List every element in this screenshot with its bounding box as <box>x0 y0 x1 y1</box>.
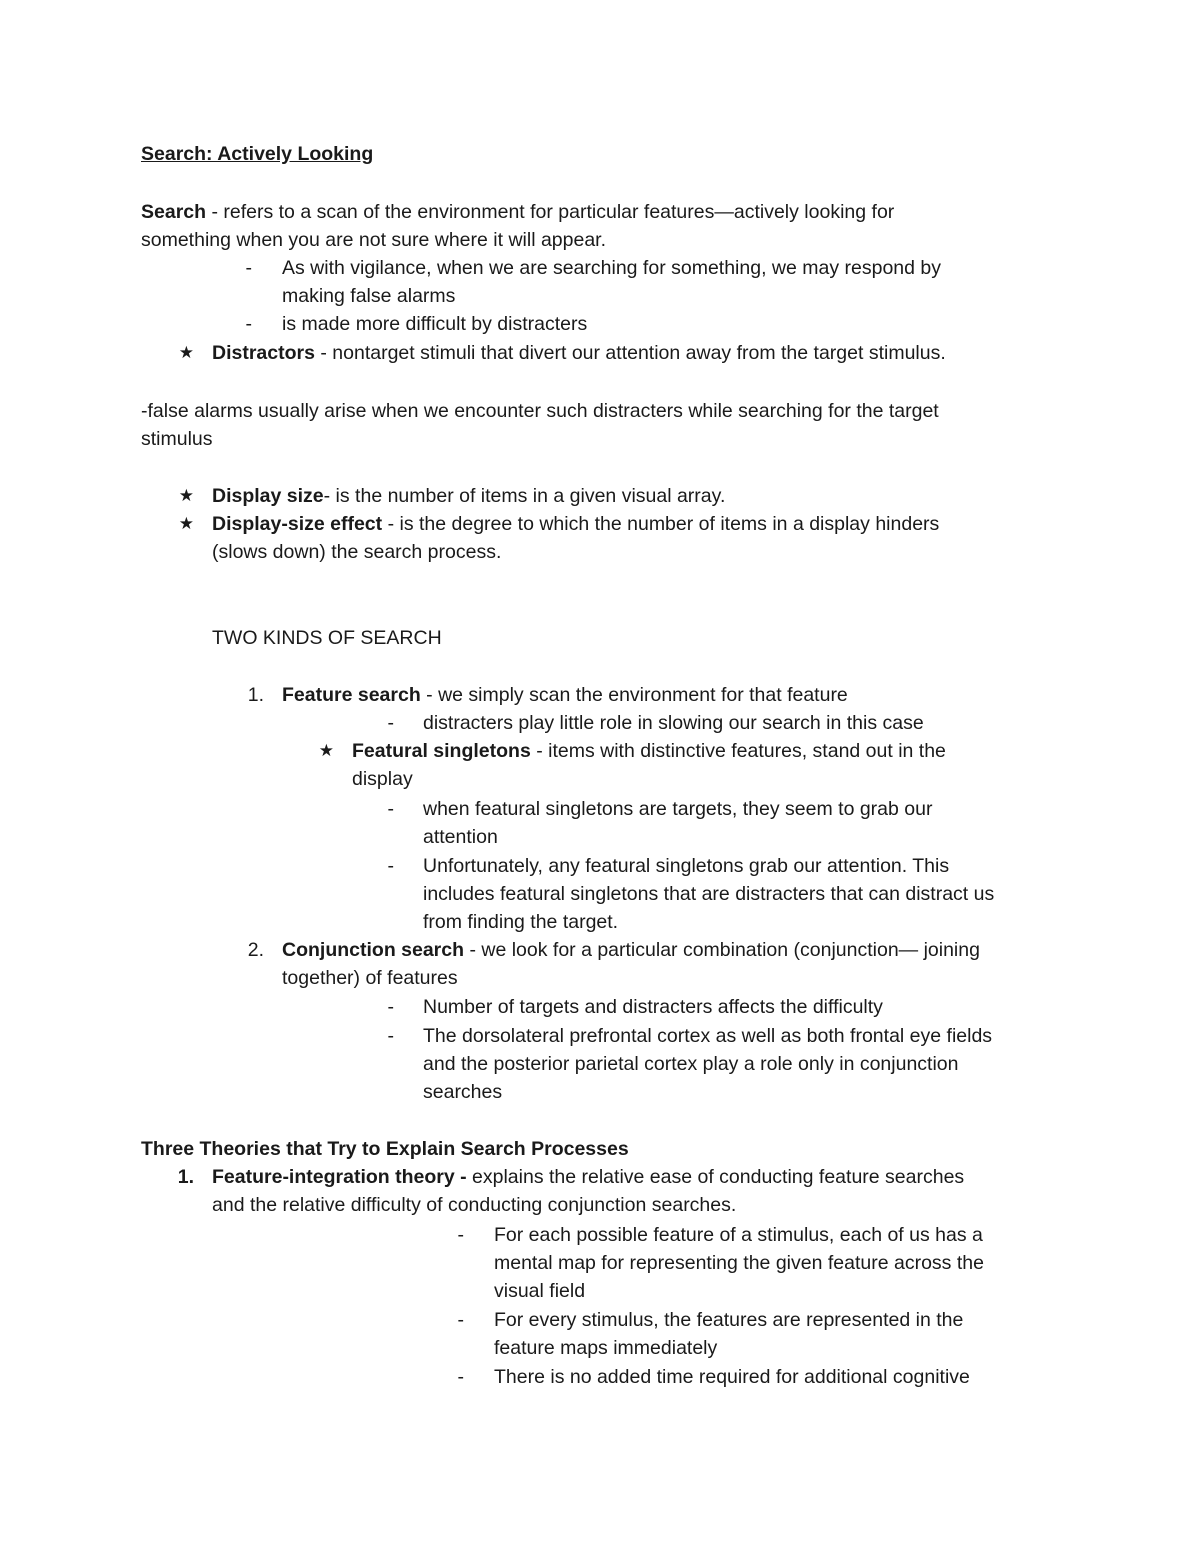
display-size-definition: Display size- is the number of items in a given visual array. <box>212 485 726 507</box>
featural-singletons-line-1: Featural singletons - items with distinctive features, stand out in the <box>352 740 946 762</box>
dash-bullet: - <box>457 1224 464 1246</box>
display-size-effect-line-2: (slows down) the search process. <box>212 541 502 563</box>
fit-bullet-1-line-1: For each possible feature of a stimulus, each of us has a <box>494 1224 983 1246</box>
list-number: 1. <box>177 1166 194 1188</box>
fit-bullet-2-line-2: feature maps immediately <box>494 1337 718 1359</box>
singleton-bullet-1-line-2: attention <box>423 826 498 848</box>
dash-bullet: - <box>457 1309 464 1331</box>
fit-bullet-3-line-1: There is no added time required for additional cognitive <box>494 1366 970 1388</box>
star-bullet-icon: ★ <box>318 741 334 760</box>
featural-singletons-line-2: display <box>352 768 413 790</box>
false-alarms-line-2: stimulus <box>141 428 213 450</box>
fit-bullet-1-line-3: visual field <box>494 1280 586 1302</box>
fit-bullet-2-line-1: For every stimulus, the features are represented in the <box>494 1309 964 1331</box>
feature-search-definition: Feature search - we simply scan the environment for that feature <box>282 684 848 706</box>
feature-bullet-distracters: distracters play little role in slowing our search in this case <box>423 712 924 734</box>
conjunction-bullet-2-line-2: and the posterior parietal cortex play a role only in conjunction <box>423 1053 959 1075</box>
dash-bullet: - <box>387 855 394 877</box>
bullet-vigilance-line-2: making false alarms <box>282 285 456 307</box>
page-title: Search: Actively Looking <box>141 143 374 165</box>
search-definition-line-1: Search - refers to a scan of the environment for particular features—actively looking for <box>141 201 895 223</box>
search-definition-line-2: something when you are not sure where it will appear. <box>141 229 607 251</box>
conjunction-search-line-1: Conjunction search - we look for a particular combination (conjunction— joining <box>282 939 980 961</box>
conjunction-search-line-2: together) of features <box>282 967 458 989</box>
dash-bullet: - <box>387 996 394 1018</box>
feature-integration-line-1: Feature-integration theory - explains the relative ease of conducting feature searches <box>212 1166 965 1188</box>
fit-bullet-1-line-2: mental map for representing the given feature across the <box>494 1252 984 1274</box>
bullet-distracters: is made more difficult by distracters <box>282 313 588 335</box>
display-size-effect-line-1: Display-size effect - is the degree to which the number of items in a display hinders <box>212 513 940 535</box>
dash-bullet: - <box>387 1025 394 1047</box>
star-bullet-icon: ★ <box>178 343 194 362</box>
singleton-bullet-2-line-1: Unfortunately, any featural singletons grab our attention. This <box>423 855 950 877</box>
list-number: 2. <box>247 939 264 961</box>
feature-integration-line-2: and the relative difficulty of conducting conjunction searches. <box>212 1194 737 1216</box>
dash-bullet: - <box>245 313 252 335</box>
theories-heading: Three Theories that Try to Explain Search Processes <box>141 1138 629 1160</box>
dash-bullet: - <box>387 798 394 820</box>
search-term: Search <box>141 201 207 223</box>
distractors-definition: Distractors - nontarget stimuli that divert our attention away from the target stimulus. <box>212 342 946 364</box>
star-bullet-icon: ★ <box>178 486 194 505</box>
singleton-bullet-2-line-3: from finding the target. <box>423 911 619 933</box>
singleton-bullet-1-line-1: when featural singletons are targets, they seem to grab our <box>423 798 933 820</box>
dash-bullet: - <box>245 257 252 279</box>
false-alarms-line-1: -false alarms usually arise when we encounter such distracters while searching for the target <box>141 400 939 422</box>
conjunction-bullet-2-line-1: The dorsolateral prefrontal cortex as well as both frontal eye fields <box>423 1025 993 1047</box>
two-kinds-heading: TWO KINDS OF SEARCH <box>212 627 442 649</box>
list-number: 1. <box>247 684 264 706</box>
bullet-vigilance-line-1: As with vigilance, when we are searching for something, we may respond by <box>282 257 941 279</box>
star-bullet-icon: ★ <box>178 514 194 533</box>
dash-bullet: - <box>387 712 394 734</box>
singleton-bullet-2-line-2: includes featural singletons that are distracters that can distract us <box>423 883 995 905</box>
dash-bullet: - <box>457 1366 464 1388</box>
conjunction-bullet-1: Number of targets and distracters affects the difficulty <box>423 996 883 1018</box>
conjunction-bullet-2-line-3: searches <box>423 1081 503 1103</box>
